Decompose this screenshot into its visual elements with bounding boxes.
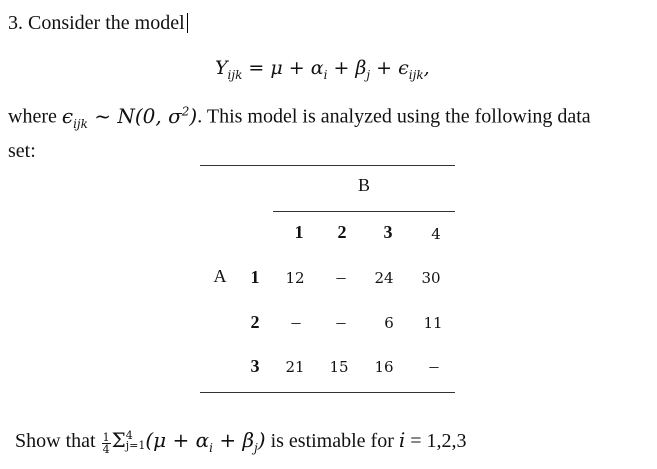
task-var: i: [398, 428, 406, 452]
row-label-1: 1: [250, 267, 260, 287]
task-sum-bottom: j=1: [125, 439, 146, 452]
task-expr-close: ): [257, 428, 266, 452]
cell-r1-c4: 30: [421, 269, 441, 287]
eq-y-sub: ijk: [227, 67, 243, 82]
desc-close: ): [189, 103, 198, 128]
model-description: [8, 98, 591, 165]
task-fraction: [102, 432, 111, 455]
cell-r3-c3: 16: [374, 358, 394, 376]
text-cursor: [187, 13, 188, 33]
task-sum-top: 4: [125, 429, 133, 442]
cell-r3-c1: 21: [285, 358, 305, 376]
task-frac-num: 1: [102, 431, 110, 444]
task-estimable: is estimable for: [265, 430, 399, 452]
cell-r2-c1: –: [291, 312, 301, 332]
cell-r3-c2: 15: [329, 358, 349, 376]
cell-r2-c3: 6: [384, 314, 394, 332]
cell-r2-c4: 11: [423, 314, 443, 332]
task-expr-mid: + β: [212, 428, 255, 452]
task-expr-sub-j: j: [254, 441, 258, 455]
eq-eps-sub: ijk: [408, 67, 424, 82]
eq-y: Y: [215, 57, 228, 79]
eq-beta-sub: j: [366, 67, 371, 82]
question-heading-text: 3. Consider the model: [8, 12, 185, 34]
eq-eps: + ϵ: [370, 57, 409, 79]
table-bottom-rule: [200, 392, 455, 393]
cell-r2-c2: –: [336, 312, 346, 332]
col-header-1: 1: [294, 222, 304, 242]
task-statement: [15, 428, 467, 455]
col-header-3: 3: [383, 222, 393, 242]
task-expr: (μ + α: [145, 428, 210, 452]
table-top-rule: [200, 165, 455, 166]
table-header-rule: [273, 211, 455, 212]
cell-r1-c1: 12: [285, 269, 305, 287]
eq-comma: ,: [423, 57, 430, 79]
col-header-4: 4: [431, 225, 441, 243]
desc-eps: ϵ: [61, 103, 74, 128]
task-frac-den: 4: [102, 443, 110, 456]
row-label-2: 2: [250, 312, 260, 332]
task-eq: = 1,2,3: [405, 430, 467, 452]
desc-sq: 2: [181, 104, 190, 118]
task-math: [111, 428, 266, 455]
eq-alpha-sub: i: [323, 67, 328, 82]
task-sum-limits: [126, 431, 146, 451]
description-line-1: [8, 98, 591, 138]
desc-rest: . This model is analyzed using the following data: [197, 105, 591, 128]
row-factor-label: A: [213, 266, 227, 286]
row-label-3: 3: [250, 356, 260, 376]
task-show-that: Show that: [15, 430, 101, 452]
eq-rhs: = μ + α: [242, 57, 324, 79]
desc-math: [61, 103, 198, 131]
col-factor-label: B: [357, 175, 370, 195]
cell-r1-c3: 24: [374, 269, 394, 287]
model-equation: [215, 57, 430, 82]
col-header-2: 2: [337, 222, 347, 242]
cell-r1-c2: –: [336, 267, 346, 287]
task-sum: Σ: [111, 428, 126, 452]
desc-dist: ~ N(0, σ: [87, 103, 182, 128]
eq-beta: + β: [327, 57, 367, 79]
desc-eps-sub: ijk: [73, 116, 88, 131]
cell-r3-c4: –: [429, 356, 439, 376]
description-line-2: set:: [8, 139, 36, 162]
question-heading: [8, 12, 188, 35]
desc-where: where: [8, 105, 62, 128]
task-expr-sub-i: i: [209, 441, 213, 455]
